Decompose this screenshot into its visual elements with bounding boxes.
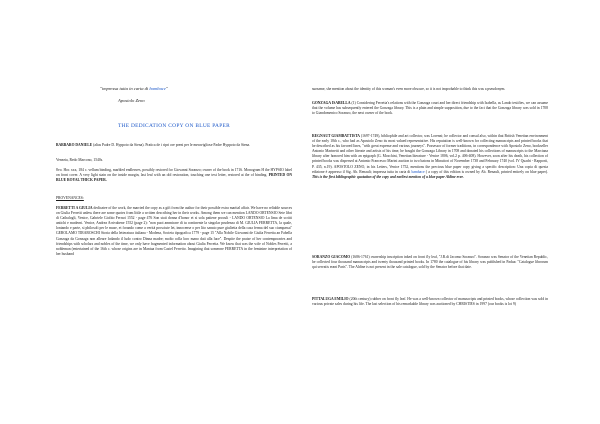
- provenance-text: (20th century) rubber on front fly leaf. He was a well-known collector of manuscripts and printed books, whose collection was sold in various private sales during his life. The last selection of his remarkable library was auctioned by CHRISTIES in 1997 (our books is lot 9): [312, 297, 548, 307]
- provenance-text: (1) Considering Ferretta's relations with the Gonzaga court and her direct friendship with Isabella, as Lando testifies, we can assume that the volume has subsequently entered the Gonzaga library. This is a plain and simple supposition, due to the fact that the Gonzaga library was sold in 1708 to Giandomenico Soranzo, the next owner of the book.: [312, 101, 548, 116]
- epigraph-quote-before: "impressa tutta in carta di: [100, 86, 150, 91]
- epigraph-quote: [100, 86, 250, 92]
- provenance-soranzo: [312, 255, 548, 270]
- provenance-name: REGNAUT GIAMBATTISTA: [312, 134, 360, 138]
- right-para-continuation: surname, she mention about the identity of this woman's even more obscure, so it is not improbable to think this was a pseudonym.: [312, 87, 506, 91]
- physical-description: [56, 168, 292, 183]
- provenance-name: GONZAGA ISABELLA: [312, 101, 351, 105]
- provenance-text: (1686-1761) ownership inscription inked on front fly leaf, "J.R.di Jacomo Soranzo". Soranzo was Senator of the Venetian Republic, he collected four thousand manuscripts and twenty thousand printed books. In 1780 the catalogue of his library was published in Padua: "Catalogue librorum qui servatis erant Paris". The Aldine is not present in the sale catalogue, sold by the Senator before that date.: [312, 255, 548, 270]
- provenance-bold: This is the first bibliographic quotation of the copy and earliest mention of a blue paper Aldine ever.: [312, 174, 464, 179]
- description-bold: PRINTED ON BLUE ROYAL THICK PAPER.: [56, 173, 292, 183]
- description-text: 8vo. Hor. xxx, 184 c. vellum binding, marbled endleaves, possibly restored for Giovanni Soranzo; owner of the book in 1716. Monogram H the HYPSIO label on front cover. A very light stain on the inside margin, last leaf with an old restoration, touching one text letter, restored at the of binding.: [56, 168, 292, 178]
- provenances-label: PROVENANCES:: [56, 196, 84, 200]
- provenance-text: (1697-1749), bibliophile and art collector, was Lorenzi; he collector and consul also, within that British Venetian environment of the early 18th c., who had as Apostolo Zeno its most valued representative. His reputation is well-known for collecting manuscripts and printed books that he described as his favored lines, "with great expense and various journeys". Possessor of former traditions, in correspondence with Apostolo Zeno, bookseller Antonio Marinetti and other literate and artists of his time, he bought the Gonzaga Library in 1708 and donated his collections of manuscripts to the Marciana library after honored him with an epigraph (G. Moschini, Venetian literature - Venice 1806, vol.2 p. 406-408). However, soon after his death, his collection of printed books was dispersed at Antonio Francesco Marini auction to two batons in Minuttori of November 1738 and February 1740 (vol. IV Quadri - Rapporti, P. 435, n.19). APOSTOLO ZENO, in his Letters, Venice 1752, mentions the precious blue paper copy giving a specific description: Una copia di questa edizione è appresso il Sig. Ab. Renault; impressa tutta in carta di: [312, 134, 548, 174]
- epigraph-quote-after: ": [165, 86, 168, 91]
- provenance-pittaluga: [312, 297, 548, 307]
- provenance-name: SORANZO GIACOMO: [312, 255, 351, 259]
- provenance-gonzaga: [312, 101, 548, 116]
- epigraph-author: Apostolo Zeno: [118, 98, 145, 103]
- provenance-regnaut: [312, 134, 548, 180]
- book-heading: [56, 143, 292, 148]
- epigraph: [100, 86, 250, 104]
- provenance-text: dedicatee of the work, the married the copy as a gift from the author for their possible extra marital affair. We have no reliable sources on Giulia Ferretti unless there are some quotes from little a written describing her in their works. Among them we can mention LANDO ORTENSIO Sete libri di Cathalogli, Venice, Gabriele Giolito Ferrari 1552 - page 476 Son stati donna d'honor et si sola patiene proculi - LANDO ORTENSIO La lima de scritti antichi e moderni. Venice, Andrea Arrivabene 1552 (page 2): "non puoi ammirare di tu continente la singolar prudenza di M. GIULIA FERRETTA, la quale, lontando e parte, si philosoli per le muse, et forando come a verità prosciute let, innocense o per lito sanato pure giulietta della casa ferma del suo ciampassa" GEROLAMO TIRABOSCHI Storia della letteratura italiana - Modena, Societa tipografica 1779 - page 15 "Alla Nobile Giovanni de Giulia Ferretta an Fabella Gonzaga da Gonzaga non alleare lodando il ludo contro Dinna madre; molto colla loro mano dati alla luce". Despite the praise of her contemporaries and friendships with scholars and nobles of the time, we only have fragmented information about Giulia Ferretta. We know that was the wife of Nobles Ferretti, a nobleman (entertained of the 16th c. whose origins are in Mantua from Castel Ferretto. Imagining that someone FERRETTA in the feminine interpretation of her husband: [56, 206, 293, 256]
- epigraph-quote-highlight: bambace: [149, 86, 166, 91]
- provenance-name: FERRETTI A GIULIA: [56, 206, 93, 210]
- provenance-ferretti: [56, 206, 292, 257]
- provenance-highlight: bambace: [411, 169, 425, 174]
- book-title: (alias Padre D. Hyppoto da Siena). Pratica de i ripri ore preni per le meravigliose Padre Hyppoto da Siena.: [93, 143, 251, 147]
- provenance-text-after: ( a copy of this edition is owned by Ab. Renault, printed entirely on blue paper).: [424, 169, 548, 174]
- provenance-name: PITTALUGA EMILIO: [312, 297, 349, 301]
- imprint: Venezia, Redo Marcono, 1540s.: [56, 158, 104, 162]
- author-name: BARBARO DANIELE: [56, 143, 93, 147]
- section-title: THE DEDICATION COPY ON BLUE PAPER: [117, 123, 231, 129]
